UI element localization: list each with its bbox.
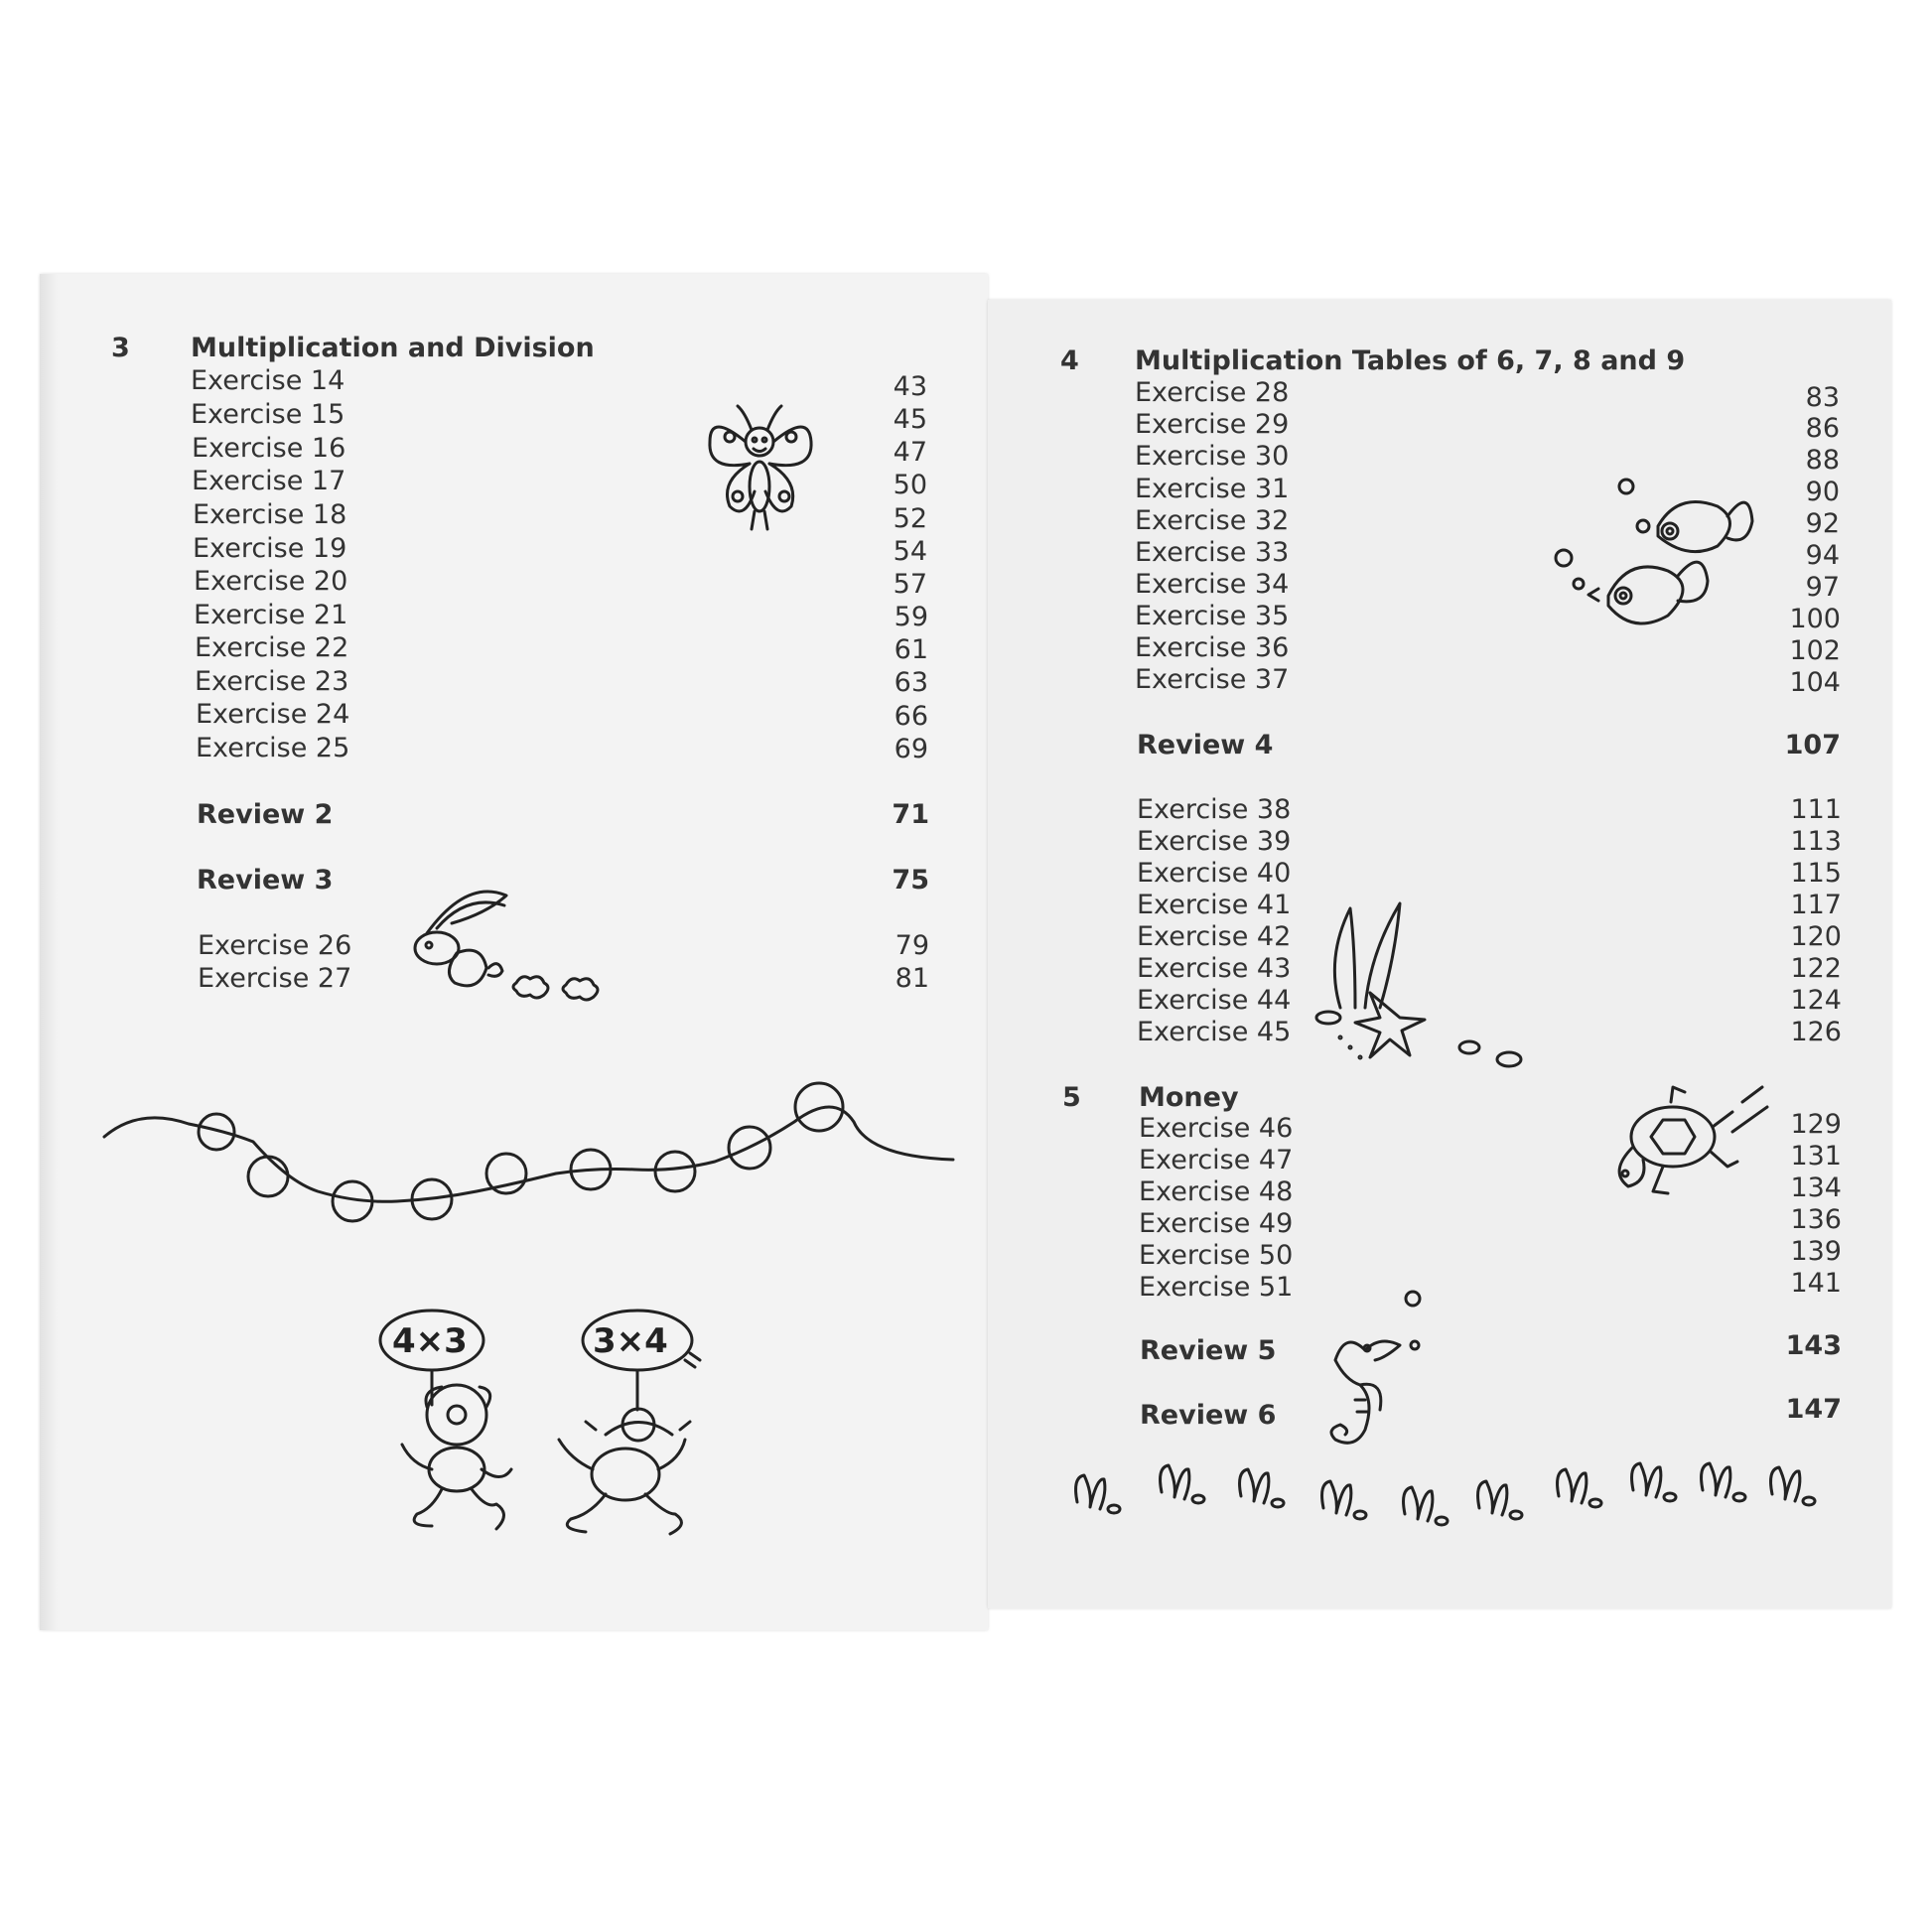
toc-entry-page: 63 — [894, 667, 928, 698]
toc-entry-label: Exercise 22 — [195, 632, 349, 663]
toc-entry-page: 120 — [1790, 921, 1842, 952]
toc-entry-page: 47 — [893, 437, 927, 468]
toc-entry-page: 94 — [1805, 540, 1840, 571]
toc-entry-page: 141 — [1790, 1268, 1842, 1299]
chapter-number: 5 — [1062, 1082, 1081, 1113]
toc-entry-label: Exercise 14 — [191, 365, 345, 396]
toc-entry-label: Exercise 51 — [1139, 1272, 1294, 1303]
toc-entry-page: 66 — [894, 701, 928, 732]
toc-entry-page: 52 — [893, 503, 927, 534]
toc-entry-label: Exercise 41 — [1137, 890, 1292, 920]
toc-entry-page: 50 — [893, 470, 927, 500]
toc-entry-label: Exercise 28 — [1135, 377, 1290, 408]
toc-entry-page: 102 — [1789, 635, 1841, 666]
toc-entry-label: Exercise 31 — [1135, 474, 1290, 504]
toc-review-page: 143 — [1785, 1330, 1842, 1361]
chapter-title: Multiplication Tables of 6, 7, 8 and 9 — [1135, 345, 1686, 376]
toc-entry-label: Exercise 33 — [1135, 537, 1290, 568]
toc-entry-label: Exercise 40 — [1137, 858, 1292, 889]
seahorse-icon — [1306, 1291, 1425, 1459]
toc-review-page: 107 — [1784, 730, 1841, 760]
toc-entry-page: 81 — [895, 963, 929, 994]
chapter-number: 3 — [111, 333, 130, 363]
toc-entry-page: 129 — [1790, 1109, 1842, 1140]
toc-entry-label: Exercise 46 — [1139, 1113, 1294, 1144]
toc-entry-page: 79 — [895, 930, 929, 961]
toc-entry-page: 113 — [1790, 826, 1842, 857]
toc-entry-label: Exercise 37 — [1135, 664, 1290, 695]
toc-review-label: Review 4 — [1137, 730, 1274, 760]
toc-entry-label: Exercise 16 — [192, 433, 346, 464]
toc-entry-label: Exercise 15 — [191, 399, 345, 430]
rabbit-icon — [407, 884, 616, 1003]
toc-review-page: 75 — [892, 865, 929, 896]
starfish-icon — [1311, 898, 1539, 1077]
toc-entry-label: Exercise 29 — [1135, 409, 1290, 440]
toc-entry-label: Exercise 20 — [194, 566, 348, 597]
bead-string-icon — [99, 1052, 963, 1221]
toc-entry-label: Exercise 27 — [198, 963, 352, 994]
toc-entry-page: 59 — [894, 602, 928, 632]
toc-entry-page: 45 — [893, 404, 927, 435]
toc-entry-page: 90 — [1805, 477, 1840, 507]
toc-review-label: Review 3 — [197, 865, 334, 896]
toc-entry-label: Exercise 21 — [194, 600, 348, 630]
toc-entry-label: Exercise 35 — [1135, 601, 1290, 631]
sign-right-text: 3×4 — [593, 1321, 668, 1361]
toc-entry-label: Exercise 23 — [195, 666, 349, 697]
toc-entry-page: 97 — [1805, 572, 1840, 603]
toc-entry-label: Exercise 50 — [1139, 1240, 1294, 1271]
toc-entry-page: 117 — [1790, 890, 1842, 920]
toc-entry-label: Exercise 32 — [1135, 505, 1290, 536]
toc-entry-label: Exercise 42 — [1137, 921, 1292, 952]
toc-entry-page: 111 — [1790, 794, 1842, 825]
toc-entry-label: Exercise 36 — [1135, 632, 1290, 663]
toc-entry-page: 69 — [894, 734, 928, 764]
clowns-icon — [382, 1296, 710, 1544]
toc-entry-label: Exercise 47 — [1139, 1145, 1294, 1175]
toc-entry-label: Exercise 48 — [1139, 1176, 1294, 1207]
fish-icon — [1539, 467, 1767, 645]
toc-entry-label: Exercise 44 — [1137, 985, 1292, 1016]
toc-entry-page: 83 — [1805, 382, 1840, 413]
turtle-icon — [1593, 1082, 1772, 1211]
toc-review-label: Review 2 — [197, 799, 334, 830]
toc-entry-label: Exercise 49 — [1139, 1208, 1294, 1239]
toc-entry-page: 61 — [894, 634, 928, 665]
toc-entry-page: 92 — [1805, 508, 1840, 539]
toc-entry-page: 43 — [893, 371, 927, 402]
toc-review-page: 147 — [1785, 1394, 1842, 1425]
toc-entry-label: Exercise 18 — [193, 499, 347, 530]
toc-entry-page: 134 — [1790, 1173, 1842, 1203]
butterfly-icon — [700, 402, 819, 541]
toc-entry-label: Exercise 38 — [1137, 794, 1292, 825]
toc-entry-page: 131 — [1790, 1141, 1842, 1172]
toc-entry-page: 104 — [1789, 667, 1841, 698]
toc-entry-label: Exercise 45 — [1137, 1017, 1292, 1047]
chapter-title: Money — [1139, 1082, 1239, 1113]
toc-entry-page: 136 — [1790, 1204, 1842, 1235]
toc-entry-page: 54 — [893, 536, 927, 567]
toc-entry-page: 122 — [1790, 953, 1842, 984]
toc-entry-label: Exercise 43 — [1137, 953, 1292, 984]
toc-entry-page: 100 — [1789, 604, 1841, 634]
toc-entry-page: 57 — [893, 569, 927, 600]
toc-entry-label: Exercise 39 — [1137, 826, 1292, 857]
seaweed-border-icon — [1072, 1467, 1837, 1537]
toc-entry-page: 88 — [1805, 445, 1840, 476]
toc-review-page: 71 — [892, 799, 929, 830]
toc-review-label: Review 5 — [1140, 1335, 1277, 1366]
toc-entry-label: Exercise 26 — [198, 930, 352, 961]
chapter-number: 4 — [1060, 345, 1079, 376]
toc-entry-label: Exercise 24 — [196, 699, 350, 730]
toc-entry-label: Exercise 34 — [1135, 569, 1290, 600]
toc-entry-page: 139 — [1790, 1236, 1842, 1267]
toc-entry-label: Exercise 19 — [193, 533, 347, 564]
toc-entry-page: 115 — [1790, 858, 1842, 889]
toc-entry-page: 124 — [1790, 985, 1842, 1016]
toc-entry-page: 126 — [1790, 1017, 1842, 1047]
toc-entry-label: Exercise 30 — [1135, 441, 1290, 472]
sign-left-text: 4×3 — [392, 1321, 468, 1361]
toc-entry-label: Exercise 17 — [192, 466, 346, 496]
toc-review-label: Review 6 — [1140, 1400, 1277, 1431]
toc-entry-page: 86 — [1805, 413, 1840, 444]
toc-entry-label: Exercise 25 — [196, 733, 350, 763]
chapter-title: Multiplication and Division — [191, 333, 595, 363]
